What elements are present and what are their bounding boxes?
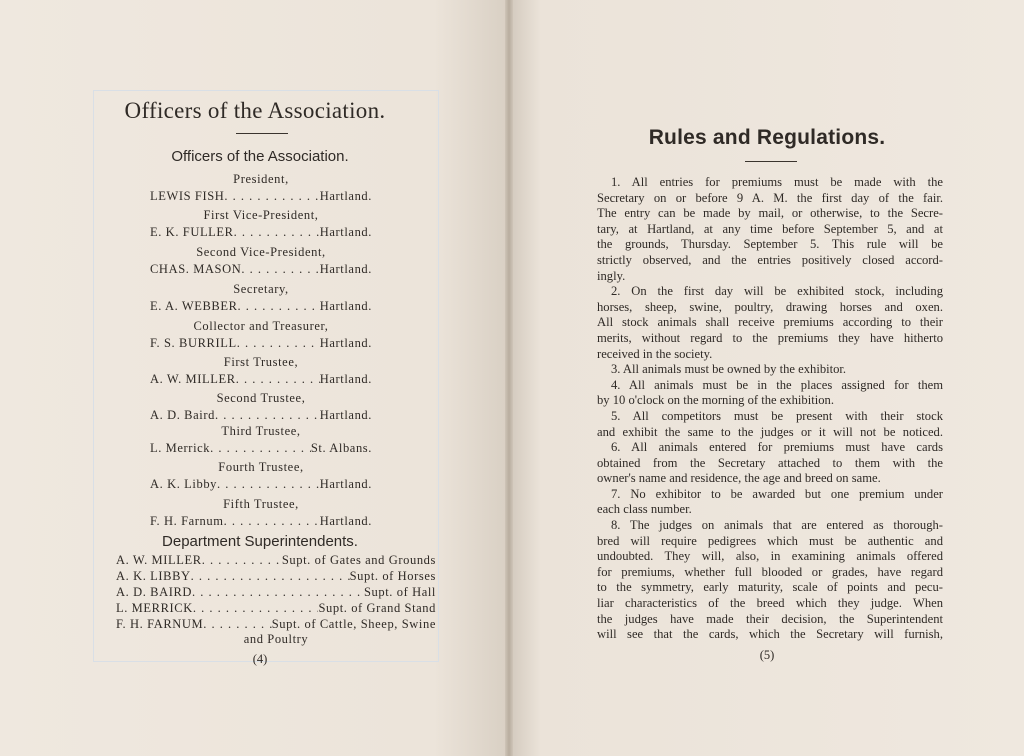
rule-line: strictly observed, and the entries positively closed accord- [597,252,943,267]
left-page-title: Officers of the Association. [124,98,386,123]
title-divider [236,133,288,134]
rule-line: and exhibit the same to the judges or it will not be noticed. [597,424,943,439]
officer-name: A. K. Libby [150,477,218,491]
rule-line: for premiums, whether full blooded or grades, have regard [597,564,943,579]
officer-entry [150,245,372,277]
officer-role: First Vice-President, [203,208,319,222]
officer-place: St. Albans. [310,441,372,455]
superintendent-entry [116,569,436,584]
rule-line: will see that the cards, which the Secretary will furnish, [597,627,943,642]
rule-line: horses, sheep, swine, poultry, drawing horses and oxen. [597,299,943,314]
superintendent-name: A. D. BAIRD [116,585,193,599]
officer-place: Hartland. [319,189,372,203]
right-page-number: (5) [759,648,775,662]
right-page-title: Rules and Regulations. [648,126,886,149]
superintendent-entry [116,553,436,568]
rule-line: The entry can be made by mail, or otherwise, to the Secre- [597,206,943,221]
department-heading: Department Superintendents. [162,533,358,550]
rule-line: the judges have made their decision, the Superintendent [597,611,943,626]
officer-place: Hartland. [319,336,372,350]
superintendent-name: A. K. LIBBY [116,569,191,583]
officer-entry [150,424,372,456]
superintendent-duty: Supt. of Horses [349,569,436,583]
rule-line: ingly. [597,268,626,283]
superintendent-continuation: and Poultry [243,632,309,646]
superintendent-name: A. W. MILLER [116,553,202,567]
rule-line: liar characteristics of the breed which they judge. When [597,596,943,611]
officer-role: Second Vice-President, [196,245,326,259]
officer-entry [150,355,372,387]
officer-name: A. W. MILLER [150,372,236,386]
officer-place: Hartland. [319,225,372,239]
rules-body [597,175,943,643]
rule-line: 4. All animals must be in the places assigned for them [611,377,943,392]
superintendent-duty: Supt. of Grand Stand [318,601,436,615]
officer-entry [150,208,372,240]
rule-line: to the symmetry, early maturity, scale of points and pecu- [597,580,943,595]
officer-entry [150,460,372,492]
officer-place: Hartland. [319,299,372,313]
officer-entry [150,172,372,204]
rule-line: tary, at Hartland, at any time before September 5, and at [597,221,943,236]
officer-place: Hartland. [319,262,372,276]
officer-role: Second Trustee, [216,391,306,405]
officer-name: CHAS. MASON [150,262,242,276]
rule-line: merits, without regard to the premiums they have hitherto [597,330,943,345]
rule-line: 1. All entries for premiums must be made with the [611,175,943,189]
superintendent-entry [116,585,436,600]
rule-line: obtained from the Secretary attached to them with the [597,455,943,470]
officer-role: First Trustee, [223,355,299,369]
superintendent-duty: Supt. of Gates and Grounds [281,553,436,567]
rule-line: 6. All animals entered for premiums must have cards [611,440,943,455]
officer-role: President, [233,172,289,186]
officer-role: Fifth Trustee, [223,497,299,511]
rule-line: each class number. [597,502,692,517]
superintendent-duty: Supt. of Hall [363,585,436,599]
rule-line: 7. No exhibitor to be awarded but one premium under [611,486,943,501]
officer-name: F. S. BURRILL [150,336,237,350]
rule-line: received in the society. [597,346,713,361]
superintendent-entry [116,601,436,616]
rule-line: 8. The judges on animals that are entered as thorough- [611,518,943,533]
officer-entry [150,391,372,423]
rule-line: undoubted. They will, also, in examining animals offered [597,549,943,564]
officer-entry [150,497,372,529]
rule-line: owner's name and residence, the age and breed on same. [597,471,881,486]
rule-line: 3. All animals must be owned by the exhibitor. [611,362,847,377]
officer-place: Hartland. [319,372,372,386]
officer-entry [150,319,372,351]
officer-role: Third Trustee, [221,424,301,438]
officer-name: E. A. WEBBER [150,299,238,313]
superintendent-name: L. MERRICK [116,601,193,615]
officer-name: LEWIS FISH [150,189,225,203]
left-page-subtitle: Officers of the Association. [171,148,349,165]
superintendent-entry [116,617,436,632]
officer-role: Fourth Trustee, [218,460,304,474]
title-divider [745,161,797,162]
officer-name: E. K. FULLER [150,225,234,239]
superintendent-name: F. H. FARNUM [116,617,204,631]
officer-role: Collector and Treasurer, [193,319,329,333]
rule-line: by 10 o'clock on the morning of the exhibition. [597,393,834,408]
officer-place: Hartland. [319,408,372,422]
rule-line: All stock animals shall receive premiums according to their [597,315,943,330]
officer-name: L. Merrick [150,441,211,455]
rule-line: bred will require pedigrees which must be authentic and [597,533,943,548]
officer-entry [150,282,372,314]
left-page-number: (4) [252,652,268,666]
officer-name: F. H. Farnum [150,514,224,528]
rule-line: Secretary on or before 9 A. M. the first day of the fair. [597,190,943,205]
superintendent-duty: Supt. of Cattle, Sheep, Swine [271,617,436,631]
rule-line: 2. On the first day will be exhibited stock, including [611,284,943,299]
officer-role: Secretary, [233,282,289,296]
rule-line: 5. All competitors must be present with their stock [611,408,943,423]
officer-place: Hartland. [319,477,372,491]
officer-place: Hartland. [319,514,372,528]
officer-name: A. D. Baird [150,408,215,422]
rule-line: the grounds, Thursday. September 5. This rule will be [597,237,943,252]
